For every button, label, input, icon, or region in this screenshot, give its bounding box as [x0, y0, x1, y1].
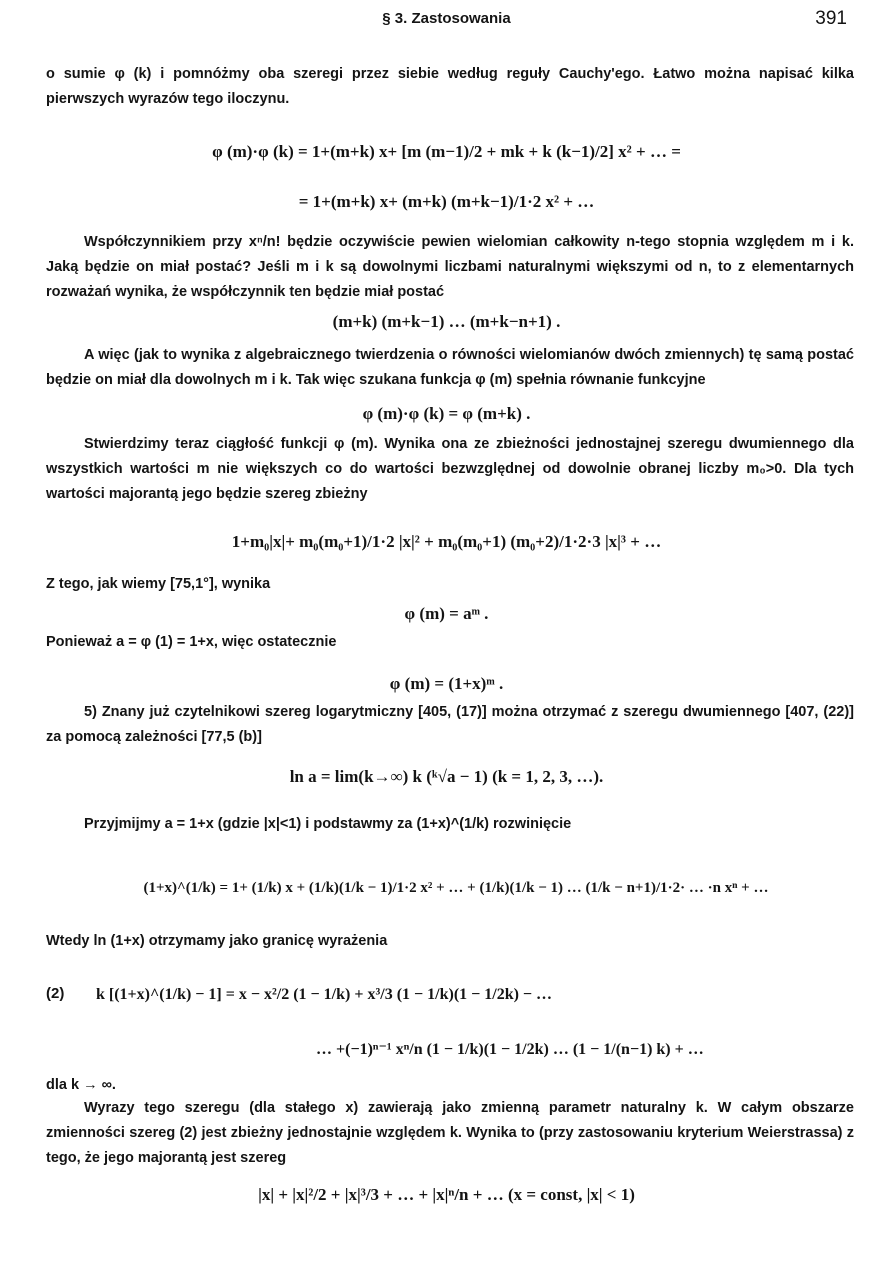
paragraph-3: A więc (jak to wynika z algebraicznego twierdzenia o równości wielomianów dwóch zmiennych) tę samą postać będzie on miał dla dowolnych m i k. Tak więc szukana funkcja φ (m) spełnia równanie funkcyjne	[46, 347, 854, 388]
equation-binomial-expansion: (1+x)^(1/k) = 1+ (1/k) x + (1/k)(1/k − 1)/1·2 x² + … + (1/k)(1/k − 1) … (1/k − n+1)/1·2· … ·n xⁿ + …	[143, 880, 769, 896]
equation-functional: φ (m)·φ (k) = φ (m+k) .	[362, 404, 531, 423]
equation-2-first-line: k [(1+x)^(1/k) − 1] = x − x²/2 (1 − 1/k) + x³/3 (1 − 1/k)(1 − 1/2k) − …	[96, 986, 553, 1003]
equation-majorant-series: 1+m₀|x|+ m₀(m₀+1)/1·2 |x|² + m₀(m₀+1) (m₀+2)/1·2·3 |x|³ + …	[231, 532, 662, 551]
paragraph-6: Ponieważ a = φ (1) = 1+x, więc ostatecznie	[46, 634, 337, 650]
paragraph-8: Przyjmijmy a = 1+x (gdzie |x|<1) i podstawmy za (1+x)^(1/k) rozwinięcie	[84, 816, 572, 832]
page-number: 391	[815, 8, 847, 29]
paragraph-2: Współczynnikiem przy xⁿ/n! będzie oczywiście pewien wielomian całkowity n-tego stopnia względem m i k. Jaką będzie on miał postać? Jeśli m i k są dowolnymi liczbami naturalnymi większymi od n, to z elementarnych rozważań wynika, że współczynnik ten będzie miał postać	[46, 234, 854, 300]
paragraph-10: dla k → ∞.	[46, 1077, 116, 1093]
paragraph-4: Stwierdzimy teraz ciągłość funkcji φ (m). Wynika ona ze zbieżności jednostajnej szeregu dwumiennego dla wszystkich wartości m nie większych co do wartości bezwzględnej od dowolnie obranej liczby m₀>0. Dla tych wartości majorantą jego będzie szereg zbieżny	[46, 436, 854, 502]
equation-log-majorant: |x| + |x|²/2 + |x|³/3 + … + |x|ⁿ/n + … (x = const, |x| < 1)	[258, 1185, 635, 1204]
equation-coefficient: (m+k) (m+k−1) … (m+k−n+1) .	[332, 312, 561, 331]
paragraph-7: 5) Znany już czytelnikowi szereg logarytmiczny [405, (17)] można otrzymać z szeregu dwumiennego [407, (22)] za pomocą zależności [77,5 (b)]	[46, 704, 854, 745]
equation-log-limit: ln a = lim(k→∞) k (ᵏ√a − 1) (k = 1, 2, 3, …).	[289, 767, 604, 786]
paragraph-5: Z tego, jak wiemy [75,1°], wynika	[46, 576, 271, 592]
equation-2-second-line: … +(−1)ⁿ⁻¹ xⁿ/n (1 − 1/k)(1 − 1/2k) … (1 − 1/(n−1) k) + …	[316, 1041, 704, 1058]
page-header	[0, 8, 893, 32]
paragraph-1: o sumie φ (k) i pomnóżmy oba szeregi przez siebie według reguły Cauchy'ego. Łatwo można napisać kilka pierwszych wyrazów tego iloczynu.	[46, 66, 854, 107]
paragraph-9: Wtedy ln (1+x) otrzymamy jako granicę wyrażenia	[46, 933, 388, 949]
equation-product-simplified: = 1+(m+k) x+ (m+k) (m+k−1)/1·2 x² + …	[298, 192, 595, 211]
equation-product-series: φ (m)·φ (k) = 1+(m+k) x+ [m (m−1)/2 + mk + k (k−1)/2] x² + … =	[212, 142, 681, 161]
paragraph-11: Wyrazy tego szeregu (dla stałego x) zawierają jako zmienną parametr naturalny k. W całym obszarze zmienności szereg (2) jest zbieżny jednostajnie względem k. Wynika to (przy zastosowaniu kryterium Weierstrassa) z tego, że jego majorantą jest szereg	[46, 1100, 854, 1166]
section-title: § 3. Zastosowania	[382, 10, 511, 27]
equation-label: (2)	[46, 985, 65, 1002]
equation-power-a: φ (m) = aᵐ .	[404, 604, 489, 623]
equation-power-final: φ (m) = (1+x)ᵐ .	[389, 674, 504, 693]
